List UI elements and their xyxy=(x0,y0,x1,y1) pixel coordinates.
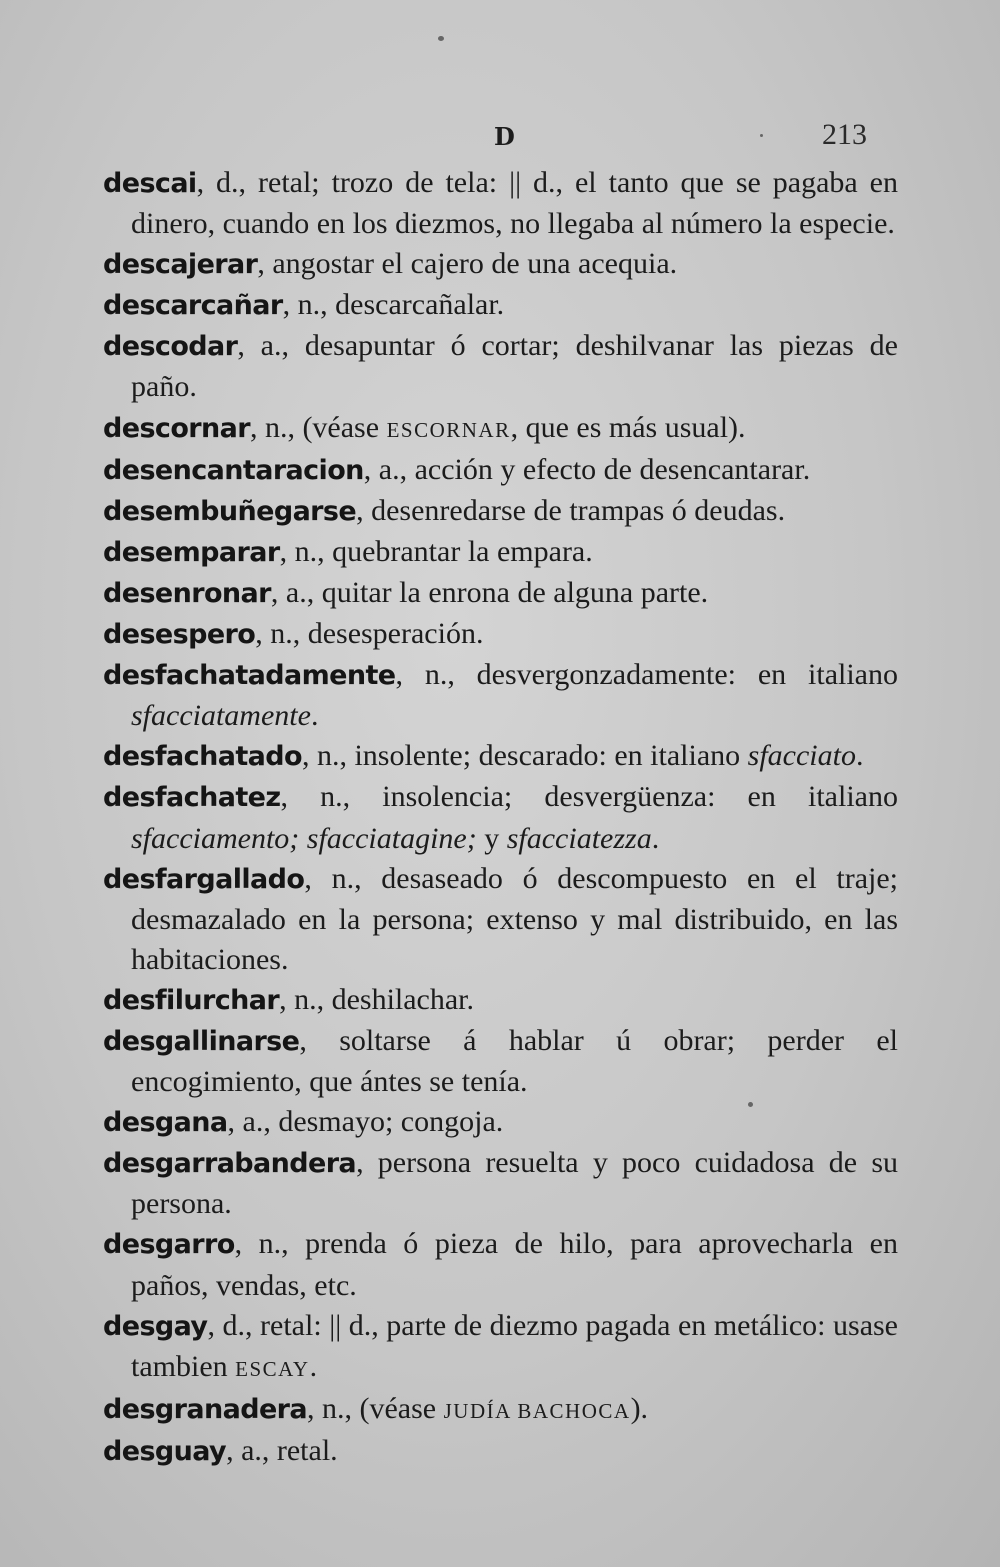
definition-text: . xyxy=(309,1349,318,1383)
headword: desgana xyxy=(103,1107,228,1139)
italian-equivalent: sfacciatamente xyxy=(131,699,311,733)
definition-text: . xyxy=(310,699,319,733)
entry-desgay xyxy=(103,1306,898,1389)
entry-desfachatadamente xyxy=(103,655,898,736)
entry-desfachatado xyxy=(103,736,898,777)
headword: desencantaracion xyxy=(103,454,364,486)
print-speck xyxy=(748,1102,753,1107)
definition-text: , n., insolencia; desvergüenza: en italiano xyxy=(280,780,898,814)
entry-desgranadera xyxy=(103,1389,898,1431)
entry-desenronar xyxy=(103,573,898,614)
definition-text: , d., retal; trozo de tela: || d., el tanto que se pagaba en dinero, cuando en los diezmos, no llegaba al número la especie. xyxy=(131,166,898,241)
definition-text: y xyxy=(476,821,507,855)
entry-desembunegarse xyxy=(103,491,898,532)
headword: desgranadera xyxy=(103,1393,307,1425)
headword: desfargallado xyxy=(103,863,305,895)
headword: desfilurchar xyxy=(103,984,280,1016)
definition-text: , n., desesperación. xyxy=(255,617,484,651)
definition-text: , a., retal. xyxy=(226,1433,338,1467)
cross-reference: ESCORNAR xyxy=(386,417,511,442)
entry-descornar xyxy=(103,408,898,450)
definition-text: , a., acción y efecto de desencantarar. xyxy=(363,452,811,486)
definition-text: , a., desmayo; congoja. xyxy=(227,1105,504,1139)
headword: desguay xyxy=(103,1435,227,1467)
definition-text: , n., desvergonzadamente: en italiano xyxy=(395,658,898,692)
definition-text: , soltarse á hablar ú obrar; perder el encogimiento, que ántes se tenía. xyxy=(131,1023,898,1099)
definition-text: , persona resuelta y poco cuidadosa de su persona. xyxy=(131,1146,898,1221)
definition-text: , a., desapuntar ó cortar; deshilvanar las piezas de paño. xyxy=(131,329,898,404)
headword: descodar xyxy=(103,331,238,363)
page-number: 213 xyxy=(822,118,867,151)
entry-desfilurchar xyxy=(103,980,898,1021)
print-speck xyxy=(760,134,763,137)
definition-text: , desenredarse de trampas ó deudas. xyxy=(356,493,786,527)
definition-text: , n., prenda ó pieza de hilo, para aprovecharla en paños, vendas, etc. xyxy=(131,1227,898,1302)
definition-text: , n., (véase xyxy=(307,1391,444,1425)
definition-text: . xyxy=(651,821,660,855)
cross-reference: JUDÍA BACHOCA xyxy=(443,1398,631,1423)
headword: desgay xyxy=(103,1310,208,1342)
entry-desfargallado xyxy=(103,859,898,980)
entry-desfachatez xyxy=(103,777,898,858)
definition-text: , n., quebrantar la empara. xyxy=(279,534,593,568)
entry-descodar xyxy=(103,326,898,407)
entry-desgarrabandera xyxy=(103,1143,898,1224)
definition-text: , n., (véase xyxy=(249,410,387,444)
definition-text: , n., deshilachar. xyxy=(279,982,475,1016)
headword: desembuñegarse xyxy=(103,495,357,527)
headword: desfachatez xyxy=(103,782,281,814)
headword: desespero xyxy=(103,619,256,651)
entry-descarcanar xyxy=(103,285,898,326)
entry-desemparar xyxy=(103,532,898,573)
entry-desencantaracion xyxy=(103,450,898,491)
headword: desenronar xyxy=(103,577,271,609)
entry-descajerar xyxy=(103,244,898,285)
headword: desfachatadamente xyxy=(103,660,396,692)
headword: descornar xyxy=(103,412,250,444)
definition-text: , a., quitar la enrona de alguna parte. xyxy=(270,575,709,609)
headword: desgarro xyxy=(103,1229,235,1261)
headword: descai xyxy=(103,168,197,199)
entry-desgallinarse xyxy=(103,1021,898,1102)
entry-desguay xyxy=(103,1431,898,1472)
definition-text: , n., desaseado ó descompuesto en el traje; desmazalado en la persona; extenso y mal distribuido, en las habitaciones. xyxy=(131,861,898,976)
italian-equivalent: sfacciamento; sfacciatagine; xyxy=(131,821,477,855)
cross-reference: ESCAY xyxy=(235,1356,310,1381)
definition-text: ). xyxy=(630,1391,649,1425)
entry-desgarro xyxy=(103,1224,898,1305)
entry-descai xyxy=(103,163,898,244)
entry-list xyxy=(103,163,898,1472)
italian-equivalent: sfacciato xyxy=(747,739,856,773)
print-speck xyxy=(438,36,444,41)
definition-text: , d., retal: || d., parte de diezmo pagada en metálico: usase tambien xyxy=(131,1308,898,1383)
headword: desgallinarse xyxy=(103,1025,300,1057)
italian-equivalent: sfacciatezza xyxy=(506,821,652,855)
headword: descarcañar xyxy=(103,290,283,322)
definition-text: , n., insolente; descarado: en italiano xyxy=(301,739,748,773)
running-head xyxy=(0,118,1000,154)
section-letter: D xyxy=(494,122,515,151)
definition-text: , angostar el cajero de una acequia. xyxy=(257,247,678,281)
headword: descajerar xyxy=(103,249,258,281)
definition-text: , que es más usual). xyxy=(510,410,746,444)
headword: desemparar xyxy=(103,536,280,568)
definition-text: , n., descarcañalar. xyxy=(282,288,505,322)
headword: desgarrabandera xyxy=(103,1148,357,1180)
definition-text: . xyxy=(855,739,864,773)
headword: desfachatado xyxy=(103,741,302,773)
entry-desgana xyxy=(103,1102,898,1143)
entry-desespero xyxy=(103,614,898,655)
